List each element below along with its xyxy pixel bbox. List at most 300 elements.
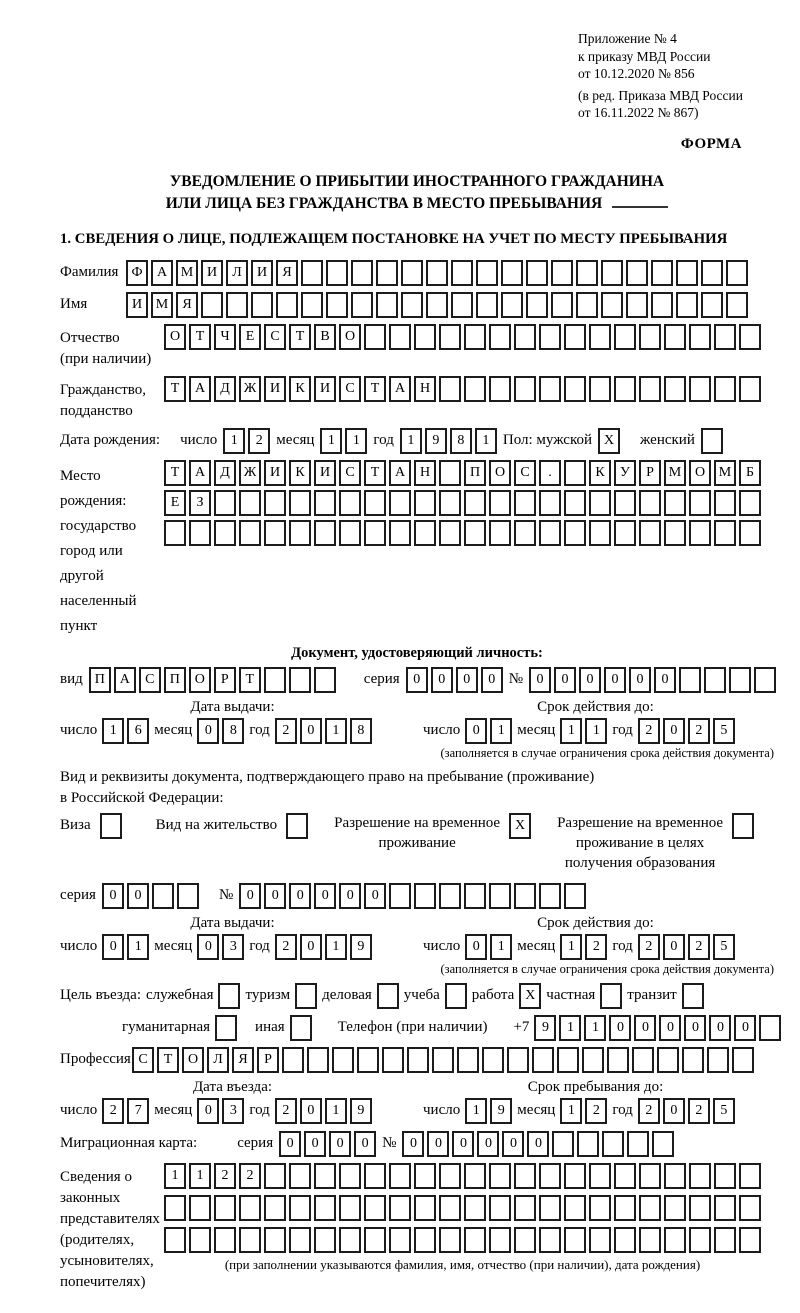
patronymic-field[interactable]	[164, 324, 761, 350]
char-cell	[664, 520, 686, 546]
char-cell: К	[289, 460, 311, 486]
checkbox-temp-residence[interactable]	[509, 813, 531, 839]
char-cell	[389, 324, 411, 350]
char-cell	[564, 324, 586, 350]
char-cell	[464, 1163, 486, 1189]
char-cell: О	[164, 324, 186, 350]
patronymic-row	[60, 324, 774, 370]
char-cell: С	[339, 460, 361, 486]
permit-issue-day[interactable]	[102, 934, 149, 960]
char-cell: Ж	[239, 376, 261, 402]
char-cell: Ф	[126, 260, 148, 286]
legal-reps-row3[interactable]	[164, 1227, 761, 1253]
birth-day-field[interactable]	[223, 428, 270, 454]
char-cell	[464, 490, 486, 516]
char-cell	[614, 324, 636, 350]
char-cell: П	[464, 460, 486, 486]
char-cell	[651, 260, 673, 286]
char-cell: Е	[164, 490, 186, 516]
char-cell: 2	[214, 1163, 236, 1189]
doc-valid-day[interactable]	[465, 718, 512, 744]
name-field[interactable]	[126, 292, 748, 318]
char-cell: 2	[248, 428, 270, 454]
char-cell	[614, 1227, 636, 1253]
char-cell	[295, 983, 317, 1009]
char-cell: 0	[502, 1131, 524, 1157]
char-cell	[664, 1163, 686, 1189]
citizenship-field[interactable]	[164, 376, 761, 402]
char-cell	[639, 1163, 661, 1189]
char-cell: И	[251, 260, 273, 286]
birth-month-field[interactable]	[320, 428, 367, 454]
permit-valid-day[interactable]	[465, 934, 512, 960]
char-cell: Д	[214, 376, 236, 402]
char-cell: 1	[223, 428, 245, 454]
char-cell: 1	[345, 428, 367, 454]
char-cell: 9	[534, 1015, 556, 1041]
char-cell	[357, 1047, 379, 1073]
char-cell	[377, 983, 399, 1009]
char-cell	[339, 1227, 361, 1253]
char-cell: И	[314, 460, 336, 486]
char-cell: 0	[127, 883, 149, 909]
appendix-block	[578, 30, 774, 122]
char-cell: 2	[638, 718, 660, 744]
char-cell	[364, 1163, 386, 1189]
birthplace-field-row2[interactable]	[164, 490, 761, 516]
entry-year[interactable]	[275, 1098, 372, 1124]
char-cell	[289, 1227, 311, 1253]
char-cell: Е	[239, 324, 261, 350]
char-cell	[177, 883, 199, 909]
temp-residence-label: Разрешение на временное проживание	[334, 814, 501, 851]
year-label: год	[373, 432, 394, 448]
purpose-humanitarian-label: гуманитарная	[122, 1019, 211, 1035]
char-cell	[754, 667, 776, 693]
doc-type-row	[60, 667, 774, 693]
char-cell: О	[182, 1047, 204, 1073]
char-cell	[489, 883, 511, 909]
char-cell	[414, 324, 436, 350]
checkbox-private[interactable]	[600, 983, 622, 1009]
char-cell: Л	[226, 260, 248, 286]
entry-purpose-row	[60, 983, 774, 1009]
char-cell	[682, 983, 704, 1009]
char-cell	[464, 1195, 486, 1221]
char-cell: 0	[364, 883, 386, 909]
char-cell	[539, 883, 561, 909]
char-cell: С	[339, 376, 361, 402]
char-cell	[214, 520, 236, 546]
char-cell: Б	[739, 460, 761, 486]
char-cell	[652, 1131, 674, 1157]
char-cell	[314, 1163, 336, 1189]
char-cell	[682, 1047, 704, 1073]
birthplace-field-row3[interactable]	[164, 520, 761, 546]
birthdate-row	[60, 428, 774, 454]
char-cell	[539, 1227, 561, 1253]
char-cell	[714, 376, 736, 402]
char-cell	[739, 490, 761, 516]
char-cell	[539, 490, 561, 516]
revision-line: (в ред. Приказа МВД России	[578, 87, 743, 103]
migcard-series-field[interactable]	[279, 1131, 376, 1157]
char-cell	[551, 292, 573, 318]
char-cell: С	[132, 1047, 154, 1073]
char-cell: 3	[222, 1098, 244, 1124]
char-cell	[307, 1047, 329, 1073]
doc-valid-month[interactable]	[560, 718, 607, 744]
checkbox-business[interactable]	[377, 983, 399, 1009]
surname-row	[60, 260, 774, 286]
checkbox-humanitarian[interactable]	[215, 1015, 237, 1041]
char-cell	[639, 376, 661, 402]
checkbox-study[interactable]	[445, 983, 467, 1009]
char-cell: 0	[452, 1131, 474, 1157]
char-cell	[514, 883, 536, 909]
checkbox-temp-residence-edu[interactable]	[732, 813, 754, 839]
char-cell	[282, 1047, 304, 1073]
entry-month[interactable]	[197, 1098, 244, 1124]
char-cell	[389, 1163, 411, 1189]
checkbox-male[interactable]	[598, 428, 620, 454]
stay-day[interactable]	[465, 1098, 512, 1124]
char-cell: 8	[450, 428, 472, 454]
char-cell: 0	[314, 883, 336, 909]
char-cell	[639, 324, 661, 350]
legal-reps-row1[interactable]	[164, 1163, 761, 1189]
char-cell: X	[509, 813, 531, 839]
char-cell	[445, 983, 467, 1009]
char-cell: Т	[364, 376, 386, 402]
char-cell	[664, 1227, 686, 1253]
char-cell: З	[189, 490, 211, 516]
char-cell: 0	[684, 1015, 706, 1041]
birthplace-field-row1[interactable]	[164, 460, 761, 486]
char-cell	[632, 1047, 654, 1073]
char-cell: 5	[713, 934, 735, 960]
stay-year[interactable]	[638, 1098, 735, 1124]
sex-female-label: женский	[640, 432, 695, 448]
char-cell	[564, 520, 586, 546]
char-cell	[614, 1163, 636, 1189]
char-cell	[759, 1015, 781, 1041]
char-cell: 1	[325, 1098, 347, 1124]
char-cell: А	[389, 460, 411, 486]
char-cell: 2	[275, 718, 297, 744]
birthplace-label: Место рождения: государство город или другой населенный пункт	[60, 467, 137, 634]
char-cell: 1	[560, 934, 582, 960]
month-label: месяц	[276, 432, 315, 448]
char-cell	[382, 1047, 404, 1073]
char-cell: 0	[197, 1098, 219, 1124]
char-cell: М	[714, 460, 736, 486]
char-cell	[286, 813, 308, 839]
char-cell	[239, 490, 261, 516]
char-cell	[339, 520, 361, 546]
char-cell	[614, 520, 636, 546]
residence-doc-paragraph: Вид и реквизиты документа, подтверждающего право на пребывание (проживание) в Российской Федерации:	[60, 768, 595, 806]
char-cell	[526, 292, 548, 318]
char-cell	[689, 1227, 711, 1253]
char-cell	[507, 1047, 529, 1073]
visa-label: Виза	[60, 816, 91, 833]
char-cell	[426, 292, 448, 318]
char-cell: 0	[663, 934, 685, 960]
char-cell	[689, 324, 711, 350]
char-cell: М	[151, 292, 173, 318]
char-cell: X	[598, 428, 620, 454]
doc-type-label: вид	[60, 671, 83, 687]
char-cell: 1	[490, 934, 512, 960]
char-cell	[464, 376, 486, 402]
char-cell	[239, 1227, 261, 1253]
char-cell: П	[89, 667, 111, 693]
doc-valid-year[interactable]	[638, 718, 735, 744]
char-cell	[514, 324, 536, 350]
char-cell	[152, 883, 174, 909]
char-cell	[215, 1015, 237, 1041]
profession-field[interactable]	[132, 1047, 754, 1073]
identity-doc-heading: Документ, удостоверяющий личность:	[291, 644, 543, 661]
char-cell	[264, 1163, 286, 1189]
char-cell	[576, 260, 598, 286]
profession-label: Профессия	[60, 1050, 131, 1067]
doc-type-field[interactable]	[89, 667, 336, 693]
char-cell	[389, 883, 411, 909]
char-cell: Т	[364, 460, 386, 486]
char-cell: 0	[406, 667, 428, 693]
char-cell	[589, 376, 611, 402]
char-cell	[314, 1195, 336, 1221]
entry-date-header: Дата въезда:	[192, 1078, 273, 1095]
char-cell: 0	[465, 934, 487, 960]
char-cell: 0	[654, 667, 676, 693]
char-cell	[376, 292, 398, 318]
char-cell	[639, 490, 661, 516]
char-cell: 1	[475, 428, 497, 454]
name-row	[60, 292, 774, 318]
char-cell	[489, 1227, 511, 1253]
sex-male-label: Пол: мужской	[502, 432, 593, 448]
char-cell: Т	[157, 1047, 179, 1073]
char-cell	[589, 324, 611, 350]
doc-valid-footnote: (заполняется в случае ограничения срока действия документа)	[440, 745, 774, 760]
char-cell	[264, 520, 286, 546]
char-cell: 9	[490, 1098, 512, 1124]
char-cell	[614, 1195, 636, 1221]
permit-valid-month[interactable]	[560, 934, 607, 960]
char-cell: 0	[264, 883, 286, 909]
char-cell: 2	[688, 1098, 710, 1124]
permit-valid-footnote: (заполняется в случае ограничения срока действия документа)	[440, 961, 774, 976]
permit-valid-year[interactable]	[638, 934, 735, 960]
doc-issue-month[interactable]	[197, 718, 244, 744]
char-cell: И	[264, 376, 286, 402]
char-cell: X	[519, 983, 541, 1009]
char-cell	[439, 883, 461, 909]
char-cell	[314, 490, 336, 516]
char-cell: 0	[289, 883, 311, 909]
title-line-2: ИЛИ ЛИЦА БЕЗ ГРАЖДАНСТВА В МЕСТО ПРЕБЫВАНИЯ	[60, 193, 774, 215]
char-cell: А	[114, 667, 136, 693]
char-cell	[704, 667, 726, 693]
char-cell: 0	[609, 1015, 631, 1041]
char-cell	[339, 1195, 361, 1221]
char-cell	[627, 1131, 649, 1157]
char-cell	[301, 292, 323, 318]
char-cell: Н	[414, 376, 436, 402]
char-cell: Я	[176, 292, 198, 318]
char-cell: 1	[584, 1015, 606, 1041]
char-cell	[539, 1163, 561, 1189]
char-cell: 0	[197, 934, 219, 960]
checkbox-official[interactable]	[218, 983, 240, 1009]
char-cell	[564, 460, 586, 486]
char-cell	[576, 292, 598, 318]
char-cell	[689, 1195, 711, 1221]
char-cell	[464, 883, 486, 909]
char-cell	[739, 520, 761, 546]
purpose-official-label: служебная	[145, 987, 214, 1003]
purpose-private-label: частная	[546, 987, 596, 1003]
char-cell	[439, 460, 461, 486]
citizenship-label: Гражданство, подданство	[60, 381, 147, 419]
temp-residence-edu-label: Разрешение на временное проживание в целях получения образования	[557, 814, 724, 871]
char-cell	[739, 1163, 761, 1189]
char-cell	[564, 883, 586, 909]
char-cell	[264, 1195, 286, 1221]
char-cell	[501, 260, 523, 286]
entry-day[interactable]	[102, 1098, 149, 1124]
char-cell: 0	[663, 718, 685, 744]
char-cell	[439, 1163, 461, 1189]
char-cell	[564, 376, 586, 402]
permit-number-field[interactable]	[239, 883, 586, 909]
legal-reps-footnote: (при заполнении указываются фамилия, имя, отчество (при наличии), дата рождения)	[224, 1256, 701, 1272]
checkbox-tourism[interactable]	[295, 983, 317, 1009]
char-cell: 3	[222, 934, 244, 960]
char-cell: 1	[164, 1163, 186, 1189]
blank-underline	[612, 204, 668, 208]
char-cell	[589, 1195, 611, 1221]
char-cell: А	[189, 460, 211, 486]
char-cell	[707, 1047, 729, 1073]
char-cell	[351, 260, 373, 286]
char-cell	[389, 1227, 411, 1253]
doc-series-field[interactable]	[406, 667, 503, 693]
char-cell: О	[339, 324, 361, 350]
char-cell: Ч	[214, 324, 236, 350]
char-cell: 0	[527, 1131, 549, 1157]
char-cell	[607, 1047, 629, 1073]
name-label: Имя	[60, 295, 88, 312]
char-cell	[589, 490, 611, 516]
char-cell: 0	[477, 1131, 499, 1157]
char-cell	[264, 490, 286, 516]
char-cell	[214, 490, 236, 516]
permit-series-field[interactable]	[102, 883, 199, 909]
char-cell	[414, 490, 436, 516]
char-cell	[602, 1131, 624, 1157]
char-cell: 0	[279, 1131, 301, 1157]
title-line-1: УВЕДОМЛЕНИЕ О ПРИБЫТИИ ИНОСТРАННОГО ГРАЖДАНИНА	[169, 172, 665, 190]
checkbox-residence-permit[interactable]	[286, 813, 308, 839]
char-cell	[564, 490, 586, 516]
checkbox-other[interactable]	[290, 1015, 312, 1041]
char-cell: Р	[257, 1047, 279, 1073]
permit-issue-month[interactable]	[197, 934, 244, 960]
char-cell	[714, 490, 736, 516]
birthplace-fields	[164, 460, 761, 639]
char-cell	[289, 1163, 311, 1189]
char-cell: К	[289, 376, 311, 402]
char-cell	[189, 1195, 211, 1221]
char-cell	[314, 667, 336, 693]
char-cell: 2	[688, 718, 710, 744]
birth-year-field[interactable]	[400, 428, 497, 454]
char-cell: 0	[197, 718, 219, 744]
char-cell: 0	[431, 667, 453, 693]
checkbox-work[interactable]	[519, 983, 541, 1009]
checkbox-transit[interactable]	[682, 983, 704, 1009]
char-cell: 0	[579, 667, 601, 693]
purpose-phone-row	[122, 1015, 774, 1041]
checkbox-visa[interactable]	[100, 813, 122, 839]
char-cell: 8	[350, 718, 372, 744]
permit-issue-header: Дата выдачи:	[190, 914, 275, 931]
char-cell: 0	[554, 667, 576, 693]
char-cell	[464, 324, 486, 350]
char-cell	[439, 520, 461, 546]
char-cell: У	[614, 460, 636, 486]
char-cell	[464, 520, 486, 546]
char-cell	[364, 520, 386, 546]
migcard-number-field[interactable]	[402, 1131, 674, 1157]
permit-issue-year[interactable]	[275, 934, 372, 960]
legal-reps-row2[interactable]	[164, 1195, 761, 1221]
char-cell	[676, 260, 698, 286]
char-cell: А	[189, 376, 211, 402]
char-cell	[414, 883, 436, 909]
char-cell: 1	[560, 1098, 582, 1124]
doc-issue-year[interactable]	[275, 718, 372, 744]
doc-issue-day[interactable]	[102, 718, 149, 744]
phone-prefix: +7	[513, 1019, 530, 1035]
char-cell: 1	[490, 718, 512, 744]
char-cell: И	[201, 260, 223, 286]
char-cell	[364, 1227, 386, 1253]
char-cell: 2	[638, 1098, 660, 1124]
char-cell	[514, 1227, 536, 1253]
char-cell	[214, 1227, 236, 1253]
char-cell	[539, 520, 561, 546]
char-cell: С	[264, 324, 286, 350]
doc-number-field[interactable]	[529, 667, 776, 693]
checkbox-female[interactable]	[701, 428, 723, 454]
char-cell	[557, 1047, 579, 1073]
char-cell	[100, 813, 122, 839]
phone-field[interactable]	[534, 1015, 781, 1041]
char-cell: 1	[325, 718, 347, 744]
legal-reps-label: Сведения о законных представителях (родителях, усыновителях, попечителях)	[60, 1168, 160, 1290]
char-cell	[739, 376, 761, 402]
stay-month[interactable]	[560, 1098, 607, 1124]
char-cell	[276, 292, 298, 318]
surname-field[interactable]	[126, 260, 748, 286]
revision-line: от 16.11.2022 № 867)	[578, 105, 699, 120]
char-cell	[664, 1195, 686, 1221]
